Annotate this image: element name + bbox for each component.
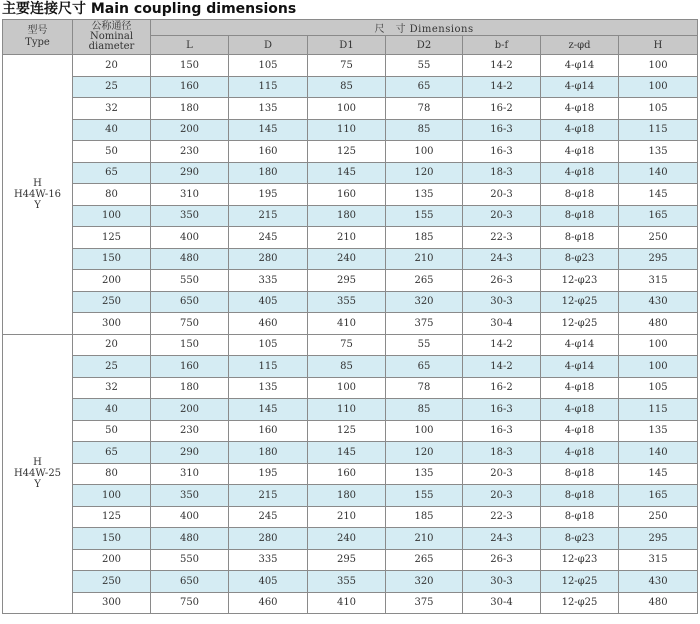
model-type-cell <box>3 55 73 335</box>
table-cell: 160 <box>229 420 308 442</box>
table-cell: 150 <box>151 334 229 356</box>
table-cell: 8-φ23 <box>541 528 619 550</box>
table-cell: 22-3 <box>463 227 541 249</box>
table-cell: 125 <box>308 141 386 163</box>
table-cell: 16-3 <box>463 399 541 421</box>
table-cell: 145 <box>229 399 308 421</box>
table-cell: 375 <box>386 592 463 614</box>
table-cell: 335 <box>229 549 308 571</box>
table-cell: 650 <box>151 571 229 593</box>
model-top-text: H <box>33 177 42 189</box>
table-cell: 410 <box>308 592 386 614</box>
table-cell: 115 <box>229 356 308 378</box>
header-nominal-en-2: diameter <box>88 41 135 52</box>
table-cell: 26-3 <box>463 270 541 292</box>
table-cell: 155 <box>386 485 463 507</box>
table-cell: 85 <box>308 76 386 98</box>
table-cell: 105 <box>229 334 308 356</box>
table-cell: 135 <box>229 377 308 399</box>
table-cell: 180 <box>308 205 386 227</box>
table-cell: 145 <box>619 184 698 206</box>
column-header-5: z-φd <box>541 36 619 55</box>
table-cell: 195 <box>229 463 308 485</box>
table-cell: 20-3 <box>463 184 541 206</box>
table-cell: 24-3 <box>463 248 541 270</box>
column-header-0: L <box>151 36 229 55</box>
table-row <box>3 463 698 485</box>
table-cell: 120 <box>386 162 463 184</box>
table-row <box>3 506 698 528</box>
table-cell: 14-2 <box>463 76 541 98</box>
table-cell: 30-4 <box>463 313 541 335</box>
table-cell: 12-φ25 <box>541 291 619 313</box>
table-cell: 100 <box>308 98 386 120</box>
table-cell: 8-φ18 <box>541 485 619 507</box>
table-cell: 65 <box>73 442 151 464</box>
model-mid-text: H44W-25 <box>13 468 62 480</box>
table-cell: 480 <box>619 313 698 335</box>
table-cell: 100 <box>73 205 151 227</box>
table-cell: 100 <box>73 485 151 507</box>
header-nominal-cn: 公称通径 <box>91 21 132 32</box>
table-cell: 50 <box>73 420 151 442</box>
table-cell: 145 <box>308 442 386 464</box>
table-cell: 400 <box>151 506 229 528</box>
table-cell: 25 <box>73 76 151 98</box>
table-row <box>3 184 698 206</box>
table-cell: 295 <box>619 248 698 270</box>
table-cell: 40 <box>73 119 151 141</box>
table-cell: 185 <box>386 506 463 528</box>
table-cell: 16-3 <box>463 420 541 442</box>
table-cell: 265 <box>386 270 463 292</box>
table-cell: 160 <box>151 76 229 98</box>
table-cell: 250 <box>73 291 151 313</box>
table-row <box>3 227 698 249</box>
table-cell: 315 <box>619 270 698 292</box>
table-cell: 16-2 <box>463 98 541 120</box>
table-cell: 405 <box>229 291 308 313</box>
table-cell: 115 <box>619 119 698 141</box>
table-cell: 185 <box>386 227 463 249</box>
table-cell: 200 <box>151 119 229 141</box>
table-cell: 110 <box>308 119 386 141</box>
table-cell: 165 <box>619 485 698 507</box>
table-cell: 315 <box>619 549 698 571</box>
table-row <box>3 98 698 120</box>
table-cell: 150 <box>151 55 229 77</box>
table-row <box>3 592 698 614</box>
table-cell: 8-φ23 <box>541 248 619 270</box>
table-row <box>3 76 698 98</box>
table-cell: 80 <box>73 184 151 206</box>
table-cell: 20 <box>73 55 151 77</box>
table-cell: 4-φ18 <box>541 442 619 464</box>
table-cell: 85 <box>386 399 463 421</box>
table-cell: 180 <box>151 98 229 120</box>
table-cell: 215 <box>229 485 308 507</box>
table-cell: 230 <box>151 420 229 442</box>
table-cell: 200 <box>73 270 151 292</box>
table-row <box>3 141 698 163</box>
table-cell: 125 <box>73 506 151 528</box>
table-cell: 20-3 <box>463 485 541 507</box>
table-cell: 160 <box>229 141 308 163</box>
model-top-text: H <box>33 457 42 469</box>
table-cell: 290 <box>151 162 229 184</box>
table-cell: 4-φ14 <box>541 55 619 77</box>
table-cell: 12-φ25 <box>541 592 619 614</box>
table-row <box>3 356 698 378</box>
table-row <box>3 119 698 141</box>
table-cell: 480 <box>619 592 698 614</box>
table-cell: 14-2 <box>463 55 541 77</box>
table-cell: 24-3 <box>463 528 541 550</box>
model-mid-text: H44W-16 <box>13 188 62 200</box>
table-cell: 180 <box>229 162 308 184</box>
table-row <box>3 377 698 399</box>
table-cell: 55 <box>386 55 463 77</box>
table-cell: 8-φ18 <box>541 184 619 206</box>
table-cell: 85 <box>308 356 386 378</box>
table-cell: 12-φ25 <box>541 313 619 335</box>
table-cell: 145 <box>308 162 386 184</box>
table-cell: 200 <box>73 549 151 571</box>
table-cell: 78 <box>386 377 463 399</box>
table-cell: 335 <box>229 270 308 292</box>
table-cell: 12-φ25 <box>541 571 619 593</box>
table-cell: 280 <box>229 248 308 270</box>
table-cell: 4-φ18 <box>541 119 619 141</box>
table-cell: 78 <box>386 98 463 120</box>
table-cell: 650 <box>151 291 229 313</box>
table-cell: 65 <box>386 76 463 98</box>
table-cell: 75 <box>308 55 386 77</box>
header-nominal-en-1: Nominal <box>89 31 134 42</box>
table-cell: 400 <box>151 227 229 249</box>
table-cell: 280 <box>229 528 308 550</box>
table-cell: 215 <box>229 205 308 227</box>
table-cell: 65 <box>386 356 463 378</box>
table-cell: 105 <box>619 377 698 399</box>
header-dimensions: 尺 寸 Dimensions <box>151 20 698 36</box>
table-cell: 110 <box>308 399 386 421</box>
table-cell: 145 <box>229 119 308 141</box>
table-cell: 20-3 <box>463 205 541 227</box>
table-cell: 8-φ18 <box>541 205 619 227</box>
table-cell: 230 <box>151 141 229 163</box>
table-cell: 210 <box>386 528 463 550</box>
table-cell: 18-3 <box>463 162 541 184</box>
table-row <box>3 485 698 507</box>
table-cell: 150 <box>73 248 151 270</box>
table-cell: 22-3 <box>463 506 541 528</box>
table-cell: 250 <box>619 227 698 249</box>
table-cell: 245 <box>229 506 308 528</box>
table-cell: 50 <box>73 141 151 163</box>
table-cell: 4-φ18 <box>541 162 619 184</box>
table-cell: 200 <box>151 399 229 421</box>
table-cell: 310 <box>151 463 229 485</box>
table-cell: 120 <box>386 442 463 464</box>
table-cell: 750 <box>151 592 229 614</box>
table-cell: 32 <box>73 98 151 120</box>
table-cell: 405 <box>229 571 308 593</box>
column-header-6: H <box>619 36 698 55</box>
table-cell: 115 <box>229 76 308 98</box>
table-cell: 30-3 <box>463 571 541 593</box>
table-cell: 30-3 <box>463 291 541 313</box>
table-cell: 160 <box>308 184 386 206</box>
column-header-1: D <box>229 36 308 55</box>
table-cell: 135 <box>386 463 463 485</box>
table-cell: 8-φ18 <box>541 463 619 485</box>
table-cell: 100 <box>386 420 463 442</box>
table-row <box>3 55 698 77</box>
table-cell: 30-4 <box>463 592 541 614</box>
table-cell: 100 <box>386 141 463 163</box>
table-cell: 100 <box>619 356 698 378</box>
table-cell: 16-2 <box>463 377 541 399</box>
table-row <box>3 205 698 227</box>
document-title: 主要连接尺寸 Main coupling dimensions <box>2 1 297 17</box>
table-cell: 155 <box>386 205 463 227</box>
table-cell: 100 <box>619 76 698 98</box>
table-cell: 460 <box>229 313 308 335</box>
table-cell: 135 <box>229 98 308 120</box>
table-row <box>3 420 698 442</box>
model-type-cell <box>3 334 73 614</box>
table-cell: 480 <box>151 248 229 270</box>
table-cell: 40 <box>73 399 151 421</box>
table-cell: 210 <box>386 248 463 270</box>
table-cell: 20-3 <box>463 463 541 485</box>
table-cell: 14-2 <box>463 334 541 356</box>
table-row <box>3 313 698 335</box>
table-cell: 16-3 <box>463 141 541 163</box>
table-cell: 75 <box>308 334 386 356</box>
table-cell: 100 <box>619 334 698 356</box>
table-cell: 125 <box>73 227 151 249</box>
table-cell: 140 <box>619 442 698 464</box>
table-cell: 8-φ18 <box>541 227 619 249</box>
table-cell: 100 <box>619 55 698 77</box>
table-cell: 410 <box>308 313 386 335</box>
table-cell: 355 <box>308 291 386 313</box>
table-row <box>3 528 698 550</box>
table-cell: 350 <box>151 205 229 227</box>
table-row <box>3 442 698 464</box>
column-header-3: D2 <box>386 36 463 55</box>
table-cell: 180 <box>229 442 308 464</box>
table-cell: 16-3 <box>463 119 541 141</box>
table-cell: 430 <box>619 571 698 593</box>
table-cell: 105 <box>229 55 308 77</box>
table-cell: 250 <box>619 506 698 528</box>
column-header-2: D1 <box>308 36 386 55</box>
table-cell: 4-φ14 <box>541 334 619 356</box>
table-cell: 295 <box>308 549 386 571</box>
table-cell: 4-φ18 <box>541 98 619 120</box>
table-cell: 210 <box>308 227 386 249</box>
table-cell: 140 <box>619 162 698 184</box>
table-cell: 4-φ18 <box>541 399 619 421</box>
table-cell: 4-φ14 <box>541 356 619 378</box>
table-cell: 300 <box>73 592 151 614</box>
model-bot-text: Y <box>34 199 41 211</box>
table-cell: 300 <box>73 313 151 335</box>
table-cell: 165 <box>619 205 698 227</box>
table-cell: 18-3 <box>463 442 541 464</box>
table-cell: 550 <box>151 270 229 292</box>
table-cell: 32 <box>73 377 151 399</box>
header-type-en: Type <box>25 37 50 48</box>
table-cell: 14-2 <box>463 356 541 378</box>
table-cell: 85 <box>386 119 463 141</box>
table-row <box>3 334 698 356</box>
table-cell: 245 <box>229 227 308 249</box>
table-body <box>3 55 698 614</box>
table-cell: 250 <box>73 571 151 593</box>
table-cell: 125 <box>308 420 386 442</box>
table-cell: 145 <box>619 463 698 485</box>
table-cell: 4-φ18 <box>541 420 619 442</box>
table-cell: 355 <box>308 571 386 593</box>
table-row <box>3 549 698 571</box>
table-cell: 12-φ23 <box>541 549 619 571</box>
table-cell: 25 <box>73 356 151 378</box>
table-cell: 750 <box>151 313 229 335</box>
table-cell: 4-φ18 <box>541 377 619 399</box>
table-cell: 240 <box>308 248 386 270</box>
table-row <box>3 571 698 593</box>
header-type-cn: 型号 <box>27 25 48 36</box>
table-row <box>3 291 698 313</box>
table-cell: 375 <box>386 313 463 335</box>
table-cell: 430 <box>619 291 698 313</box>
table-cell: 290 <box>151 442 229 464</box>
model-bot-text: Y <box>34 479 41 491</box>
table-row <box>3 248 698 270</box>
table-cell: 210 <box>308 506 386 528</box>
table-cell: 135 <box>619 420 698 442</box>
table-cell: 180 <box>151 377 229 399</box>
table-cell: 480 <box>151 528 229 550</box>
table-cell: 12-φ23 <box>541 270 619 292</box>
table-cell: 100 <box>308 377 386 399</box>
table-cell: 20 <box>73 334 151 356</box>
table-row <box>3 399 698 421</box>
table-cell: 195 <box>229 184 308 206</box>
table-cell: 55 <box>386 334 463 356</box>
table-cell: 320 <box>386 571 463 593</box>
table-cell: 310 <box>151 184 229 206</box>
header-nominal-diameter <box>73 20 151 55</box>
table-cell: 180 <box>308 485 386 507</box>
table-cell: 8-φ18 <box>541 506 619 528</box>
table-cell: 4-φ14 <box>541 76 619 98</box>
table-cell: 135 <box>386 184 463 206</box>
table-cell: 65 <box>73 162 151 184</box>
table-cell: 26-3 <box>463 549 541 571</box>
column-header-4: b-f <box>463 36 541 55</box>
table-cell: 150 <box>73 528 151 550</box>
table-cell: 80 <box>73 463 151 485</box>
table-row <box>3 270 698 292</box>
dimensions-table <box>2 19 698 614</box>
table-cell: 4-φ18 <box>541 141 619 163</box>
table-cell: 550 <box>151 549 229 571</box>
header-type <box>3 20 73 55</box>
table-cell: 295 <box>308 270 386 292</box>
table-cell: 240 <box>308 528 386 550</box>
table-cell: 350 <box>151 485 229 507</box>
table-cell: 160 <box>308 463 386 485</box>
table-cell: 295 <box>619 528 698 550</box>
table-cell: 105 <box>619 98 698 120</box>
table-cell: 460 <box>229 592 308 614</box>
table-cell: 115 <box>619 399 698 421</box>
table-cell: 135 <box>619 141 698 163</box>
table-row <box>3 162 698 184</box>
table-cell: 265 <box>386 549 463 571</box>
table-cell: 160 <box>151 356 229 378</box>
table-cell: 320 <box>386 291 463 313</box>
